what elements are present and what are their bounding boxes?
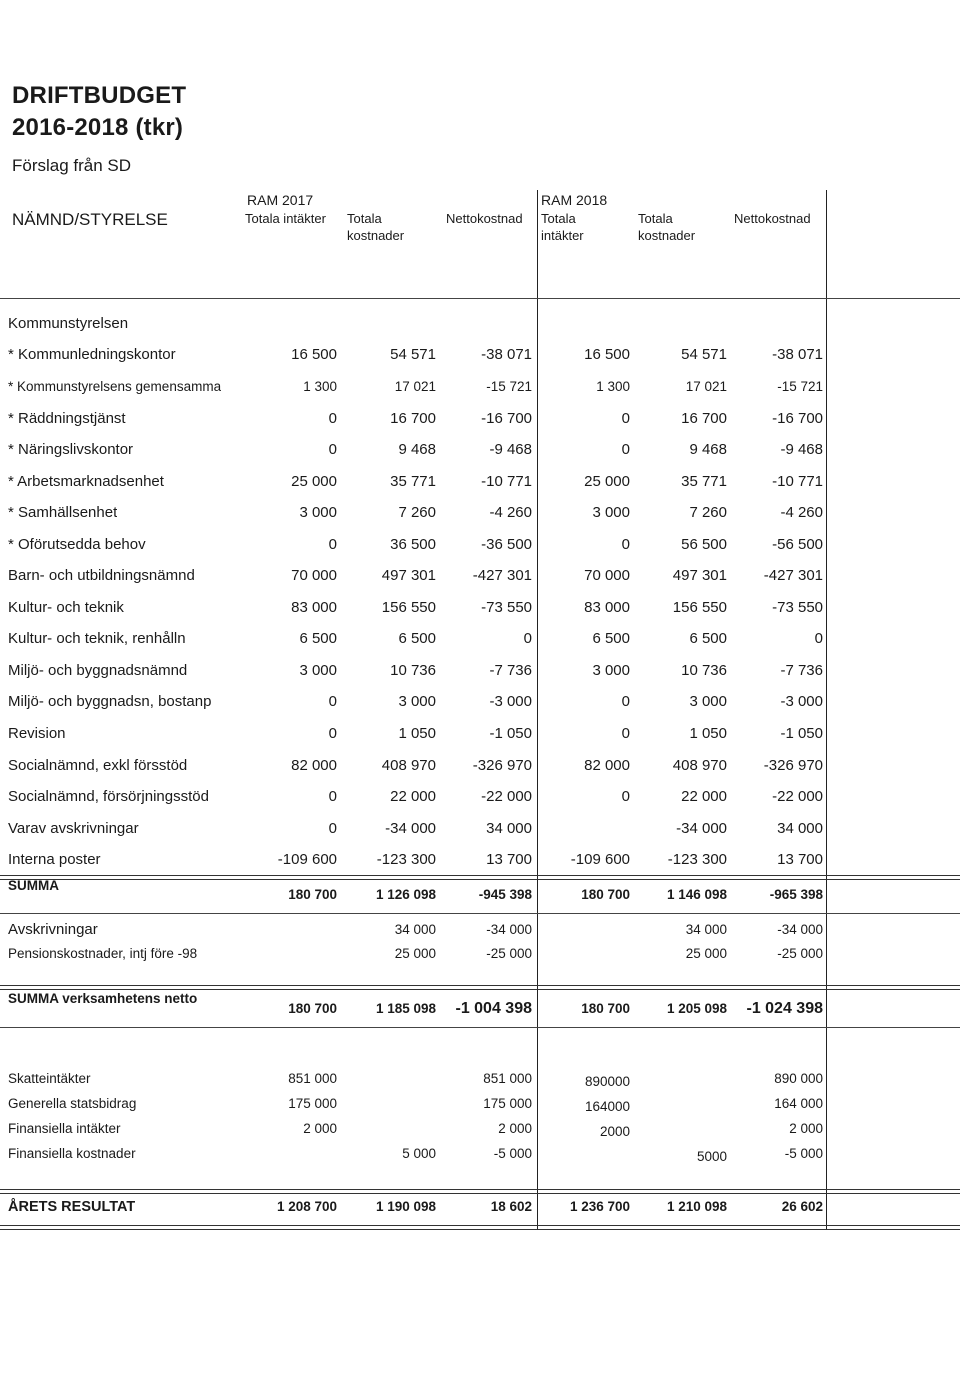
result-rule-bottom bbox=[0, 1225, 960, 1230]
table-cell: -73 550 bbox=[772, 599, 823, 616]
table-row-statsbidrag bbox=[0, 1092, 960, 1116]
table-cell: -25 000 bbox=[486, 946, 532, 961]
table-row bbox=[0, 754, 960, 778]
header-total-costs-2017: Totala kostnader bbox=[347, 211, 405, 243]
summa-row bbox=[0, 883, 960, 907]
table-cell: 17 021 bbox=[685, 379, 727, 394]
table-row bbox=[0, 470, 960, 494]
table-cell: -4 260 bbox=[780, 504, 823, 521]
row-label: * Kommunstyrelsens gemensamma bbox=[8, 379, 222, 394]
table-cell: -25 000 bbox=[777, 946, 823, 961]
row-label: * Räddningstjänst bbox=[8, 410, 126, 427]
table-cell: 22 000 bbox=[681, 788, 727, 805]
table-row bbox=[0, 375, 960, 399]
row-label: Interna poster bbox=[8, 851, 101, 868]
table-row bbox=[0, 785, 960, 809]
table-cell: -34 000 bbox=[777, 922, 823, 937]
table-cell: 851 000 bbox=[483, 1071, 532, 1086]
table-cell: -34 000 bbox=[486, 922, 532, 937]
table-cell: 25 000 bbox=[291, 473, 337, 490]
ram2017-header: RAM 2017 bbox=[247, 192, 314, 208]
table-cell: 3 000 bbox=[689, 693, 727, 710]
table-cell: -34 000 bbox=[385, 820, 436, 837]
table-row bbox=[0, 438, 960, 462]
table-cell: -38 071 bbox=[481, 346, 532, 363]
row-label: Miljö- och byggnadsnämnd bbox=[8, 662, 188, 679]
table-cell: 16 700 bbox=[390, 410, 436, 427]
table-cell: -945 398 bbox=[478, 887, 532, 902]
table-cell: 0 bbox=[621, 536, 630, 553]
table-cell: 34 000 bbox=[486, 820, 532, 837]
column-header-namnd: NÄMND/STYRELSE bbox=[12, 210, 168, 229]
row-label: Generella statsbidrag bbox=[8, 1096, 137, 1111]
table-cell: 70 000 bbox=[584, 567, 630, 584]
table-cell: 890 000 bbox=[774, 1071, 823, 1086]
table-cell: 1 236 700 bbox=[569, 1199, 630, 1214]
table-cell: 34 000 bbox=[777, 820, 823, 837]
table-cell: 3 000 bbox=[299, 662, 337, 679]
table-cell: -34 000 bbox=[676, 820, 727, 837]
table-cell: 2 000 bbox=[789, 1121, 823, 1136]
table-cell: 13 700 bbox=[486, 851, 532, 868]
table-cell: 82 000 bbox=[291, 757, 337, 774]
table-cell: 164 000 bbox=[774, 1096, 823, 1111]
netto-rule-bottom bbox=[0, 1027, 960, 1028]
result-label: ÅRETS RESULTAT bbox=[8, 1199, 136, 1215]
row-label: Kommunstyrelsen bbox=[8, 315, 129, 332]
table-cell: -109 600 bbox=[570, 851, 630, 868]
table-cell: 10 736 bbox=[390, 662, 436, 679]
table-cell: 5000 bbox=[696, 1149, 727, 1164]
table-cell: 82 000 bbox=[584, 757, 630, 774]
table-cell: 0 bbox=[328, 693, 337, 710]
table-cell: 6 500 bbox=[592, 630, 630, 647]
table-cell: 1 208 700 bbox=[276, 1199, 337, 1214]
row-label: Kultur- och teknik, renhålln bbox=[8, 630, 186, 647]
table-cell: 175 000 bbox=[288, 1096, 337, 1111]
table-cell: 175 000 bbox=[483, 1096, 532, 1111]
table-cell: 3 000 bbox=[299, 504, 337, 521]
table-cell: -965 398 bbox=[769, 887, 823, 902]
table-cell: 408 970 bbox=[672, 757, 727, 774]
row-label: Avskrivningar bbox=[8, 921, 98, 938]
table-cell: 851 000 bbox=[288, 1071, 337, 1086]
summa-netto-label: SUMMA verksamhetens netto bbox=[8, 991, 198, 1006]
header-total-income-2017: Totala intäkter bbox=[245, 211, 326, 226]
table-cell: 83 000 bbox=[291, 599, 337, 616]
table-cell: 0 bbox=[523, 630, 532, 647]
table-cell: 497 301 bbox=[381, 567, 436, 584]
table-cell: 3 000 bbox=[592, 504, 630, 521]
table-cell: 17 021 bbox=[394, 379, 436, 394]
table-cell: 1 210 098 bbox=[666, 1199, 727, 1214]
table-cell: -73 550 bbox=[481, 599, 532, 616]
table-row bbox=[0, 722, 960, 746]
table-cell: 7 260 bbox=[398, 504, 436, 521]
table-cell: -326 970 bbox=[472, 757, 532, 774]
table-cell: -7 736 bbox=[780, 662, 823, 679]
table-cell: 1 300 bbox=[596, 379, 630, 394]
table-cell: 35 771 bbox=[681, 473, 727, 490]
table-row-avskrivningar bbox=[0, 918, 960, 942]
table-row bbox=[0, 501, 960, 525]
table-cell: -109 600 bbox=[277, 851, 337, 868]
table-row-fin-kostnader bbox=[0, 1142, 960, 1166]
table-cell: 56 500 bbox=[681, 536, 727, 553]
table-cell: 2 000 bbox=[498, 1121, 532, 1136]
table-cell: -427 301 bbox=[763, 567, 823, 584]
ram2018-header: RAM 2018 bbox=[541, 192, 608, 208]
row-label: Revision bbox=[8, 725, 66, 742]
table-cell: 164000 bbox=[584, 1099, 630, 1114]
table-cell: 0 bbox=[328, 536, 337, 553]
row-label: Miljö- och byggnadsn, bostanp bbox=[8, 693, 212, 710]
table-cell: 9 468 bbox=[398, 441, 436, 458]
row-label: Socialnämnd, försörjningsstöd bbox=[8, 788, 209, 805]
table-cell: 0 bbox=[621, 410, 630, 427]
result-rule-top bbox=[0, 1189, 960, 1194]
table-cell: 5 000 bbox=[402, 1146, 436, 1161]
table-cell: -123 300 bbox=[376, 851, 436, 868]
table-cell: -22 000 bbox=[481, 788, 532, 805]
table-row bbox=[0, 627, 960, 651]
table-cell: 180 700 bbox=[288, 887, 337, 902]
table-cell: -1 004 398 bbox=[455, 1000, 532, 1017]
table-cell: 25 000 bbox=[394, 946, 436, 961]
table-cell: 497 301 bbox=[672, 567, 727, 584]
table-cell: -3 000 bbox=[489, 693, 532, 710]
table-cell: 0 bbox=[328, 410, 337, 427]
table-cell: -427 301 bbox=[472, 567, 532, 584]
table-cell: 10 736 bbox=[681, 662, 727, 679]
table-cell: 54 571 bbox=[390, 346, 436, 363]
table-row-fin-intakter bbox=[0, 1117, 960, 1141]
row-label: Pensionskostnader, intj före -98 bbox=[8, 946, 198, 961]
table-cell: 1 050 bbox=[398, 725, 436, 742]
table-cell: 22 000 bbox=[390, 788, 436, 805]
table-cell: -38 071 bbox=[772, 346, 823, 363]
table-row bbox=[0, 533, 960, 557]
row-label: * Näringslivskontor bbox=[8, 441, 134, 458]
table-cell: -9 468 bbox=[780, 441, 823, 458]
table-cell: -1 024 398 bbox=[746, 1000, 823, 1017]
table-cell: 0 bbox=[328, 820, 337, 837]
document-subtitle: Förslag från SD bbox=[12, 156, 132, 175]
row-label: * Oförutsedda behov bbox=[8, 536, 146, 553]
header-total-income-2018: Totala intäkter bbox=[541, 211, 584, 243]
table-row bbox=[0, 848, 960, 872]
table-row-pension bbox=[0, 942, 960, 966]
result-row bbox=[0, 1195, 960, 1219]
table-cell: 54 571 bbox=[681, 346, 727, 363]
table-row bbox=[0, 690, 960, 714]
table-row bbox=[0, 564, 960, 588]
table-cell: -5 000 bbox=[784, 1146, 823, 1161]
table-cell: 0 bbox=[328, 441, 337, 458]
table-cell: -16 700 bbox=[772, 410, 823, 427]
table-cell: 35 771 bbox=[390, 473, 436, 490]
table-cell: 34 000 bbox=[685, 922, 727, 937]
table-cell: -15 721 bbox=[777, 379, 823, 394]
table-cell: 180 700 bbox=[581, 887, 630, 902]
table-cell: 2000 bbox=[599, 1124, 630, 1139]
table-cell: 3 000 bbox=[592, 662, 630, 679]
table-cell: 6 500 bbox=[689, 630, 727, 647]
table-row bbox=[0, 817, 960, 841]
table-cell: 9 468 bbox=[689, 441, 727, 458]
table-cell: 156 550 bbox=[381, 599, 436, 616]
document-period: 2016-2018 (tkr) bbox=[12, 114, 184, 141]
table-cell: 0 bbox=[328, 725, 337, 742]
header-rule bbox=[0, 298, 960, 299]
row-label: * Kommunledningskontor bbox=[8, 346, 176, 363]
table-cell: 70 000 bbox=[291, 567, 337, 584]
table-cell: 18 602 bbox=[490, 1199, 532, 1214]
row-label: * Samhällsenhet bbox=[8, 504, 118, 521]
header-total-costs-2018: Totala kostnader bbox=[638, 211, 696, 243]
table-cell: -16 700 bbox=[481, 410, 532, 427]
row-label: Socialnämnd, exkl försstöd bbox=[8, 757, 188, 774]
summa-netto-row bbox=[0, 997, 960, 1021]
table-cell: 180 700 bbox=[288, 1001, 337, 1016]
table-cell: 13 700 bbox=[777, 851, 823, 868]
table-cell: -22 000 bbox=[772, 788, 823, 805]
table-row bbox=[0, 312, 960, 336]
table-cell: 3 000 bbox=[398, 693, 436, 710]
summa-label: SUMMA bbox=[8, 878, 59, 893]
table-cell: 16 700 bbox=[681, 410, 727, 427]
table-cell: -10 771 bbox=[772, 473, 823, 490]
table-cell: 7 260 bbox=[689, 504, 727, 521]
table-cell: -3 000 bbox=[780, 693, 823, 710]
table-cell: 1 300 bbox=[303, 379, 337, 394]
table-cell: 180 700 bbox=[581, 1001, 630, 1016]
table-cell: 25 000 bbox=[584, 473, 630, 490]
row-label: Varav avskrivningar bbox=[8, 820, 139, 837]
row-label: Finansiella intäkter bbox=[8, 1121, 121, 1136]
table-cell: 36 500 bbox=[390, 536, 436, 553]
table-cell: 1 205 098 bbox=[666, 1001, 727, 1016]
table-cell: -9 468 bbox=[489, 441, 532, 458]
header-net-cost-2018: Nettokostnad bbox=[734, 211, 811, 226]
table-cell: 0 bbox=[621, 441, 630, 458]
table-cell: -326 970 bbox=[763, 757, 823, 774]
table-cell: 890000 bbox=[584, 1074, 630, 1089]
table-cell: 2 000 bbox=[303, 1121, 337, 1136]
row-label: Finansiella kostnader bbox=[8, 1146, 136, 1161]
table-cell: 0 bbox=[621, 693, 630, 710]
table-row-skatt bbox=[0, 1067, 960, 1091]
table-cell: -1 050 bbox=[489, 725, 532, 742]
table-cell: 1 050 bbox=[689, 725, 727, 742]
row-label: Skatteintäkter bbox=[8, 1071, 91, 1086]
table-cell: 0 bbox=[621, 725, 630, 742]
table-cell: 0 bbox=[328, 788, 337, 805]
table-cell: 16 500 bbox=[291, 346, 337, 363]
table-cell: 156 550 bbox=[672, 599, 727, 616]
table-cell: 26 602 bbox=[781, 1199, 823, 1214]
table-cell: -1 050 bbox=[780, 725, 823, 742]
table-cell: 0 bbox=[814, 630, 823, 647]
table-cell: 83 000 bbox=[584, 599, 630, 616]
summa-rule-bottom bbox=[0, 913, 960, 914]
row-label: * Arbetsmarknadsenhet bbox=[8, 473, 164, 490]
table-cell: 16 500 bbox=[584, 346, 630, 363]
table-cell: -15 721 bbox=[486, 379, 532, 394]
table-cell: -36 500 bbox=[481, 536, 532, 553]
table-cell: 6 500 bbox=[398, 630, 436, 647]
document-title: DRIFTBUDGET bbox=[12, 82, 187, 109]
table-cell: 1 190 098 bbox=[375, 1199, 436, 1214]
table-cell: -123 300 bbox=[667, 851, 727, 868]
table-cell: 1 126 098 bbox=[375, 887, 436, 902]
table-cell: 1 146 098 bbox=[666, 887, 727, 902]
table-cell: 408 970 bbox=[381, 757, 436, 774]
table-row bbox=[0, 343, 960, 367]
table-cell: 0 bbox=[621, 788, 630, 805]
table-cell: -7 736 bbox=[489, 662, 532, 679]
table-cell: -5 000 bbox=[493, 1146, 532, 1161]
table-cell: 6 500 bbox=[299, 630, 337, 647]
table-cell: 34 000 bbox=[394, 922, 436, 937]
table-cell: 25 000 bbox=[685, 946, 727, 961]
table-row bbox=[0, 659, 960, 683]
header-net-cost-2017: Nettokostnad bbox=[446, 211, 523, 226]
table-cell: -4 260 bbox=[489, 504, 532, 521]
table-cell: -10 771 bbox=[481, 473, 532, 490]
table-row bbox=[0, 596, 960, 620]
table-cell: -56 500 bbox=[772, 536, 823, 553]
row-label: Kultur- och teknik bbox=[8, 599, 124, 616]
table-row bbox=[0, 407, 960, 431]
row-label: Barn- och utbildningsnämnd bbox=[8, 567, 195, 584]
table-cell: 1 185 098 bbox=[375, 1001, 436, 1016]
